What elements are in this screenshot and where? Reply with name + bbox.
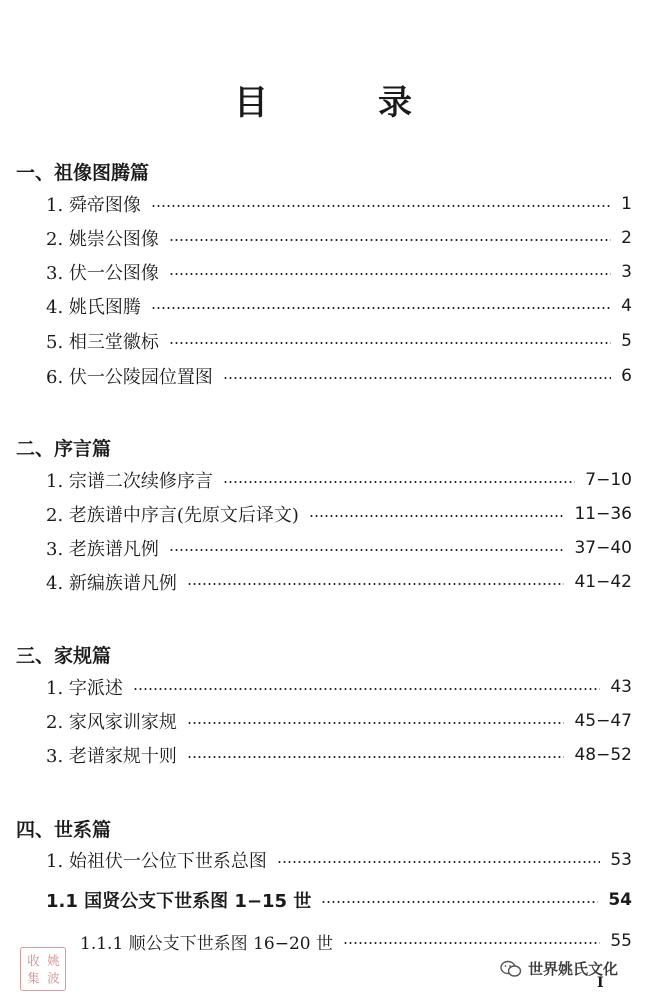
watermark-text: 世界姚氏文化 [528,960,619,978]
svg-text:波: 波 [47,970,60,986]
collector-seal [20,947,66,991]
toc-entry[interactable] [46,567,632,597]
dot-leader [169,549,565,551]
dot-leader [343,942,600,944]
section-heading: 二、序言篇 [16,438,112,460]
toc-entry[interactable] [46,845,632,875]
svg-text:姚: 姚 [47,953,60,969]
toc-entry-page: 2 [621,228,632,248]
toc-entry-label: 3. 伏一公图像 [46,263,159,284]
toc-entry-page: 48−52 [574,745,632,765]
toc-entry-page: 37−40 [574,538,632,558]
dot-leader [223,377,611,379]
toc-entry[interactable] [46,465,632,495]
dot-leader [151,307,611,309]
toc-entry[interactable] [46,533,632,563]
section-heading: 四、世系篇 [16,819,112,841]
svg-text:收: 收 [27,953,40,969]
wechat-icon [500,960,522,978]
toc-entry-label: 4. 姚氏图腾 [46,297,141,318]
toc-entry[interactable] [46,223,632,253]
toc-entry[interactable] [46,740,632,770]
toc-entry-page: 1 [621,194,632,214]
toc-entry[interactable] [46,361,632,391]
toc-entry-label: 1. 字派述 [46,678,123,699]
toc-entry-page: 6 [621,366,632,386]
toc-entry-label: 1.1 国贤公支下世系图 1−15 世 [46,891,312,912]
toc-entry-label: 6. 伏一公陵园位置图 [46,367,213,388]
toc-entry-page: 43 [610,677,632,697]
toc-entry-page: 3 [621,262,632,282]
toc-entry-page: 4 [621,296,632,316]
dot-leader [309,515,565,517]
toc-entry-label: 2. 姚崇公图像 [46,229,159,250]
toc-entry[interactable] [46,189,632,219]
page-number: I [597,975,604,991]
dot-leader [133,688,600,690]
section-heading: 一、祖像图腾篇 [16,162,150,184]
toc-entry[interactable] [46,257,632,287]
toc-entry-label: 3. 老谱家规十则 [46,746,177,767]
toc-entry[interactable] [46,885,632,915]
dot-leader [187,583,565,585]
toc-entry-label: 2. 老族谱中序言(先原文后译文) [46,505,299,526]
toc-entry[interactable] [46,291,632,321]
page-title: 目 录 [234,83,450,123]
toc-entry-label: 3. 老族谱凡例 [46,539,159,560]
toc-entry-label: 5. 相三堂徽标 [46,332,159,353]
toc-entry-page: 53 [610,850,632,870]
toc-entry-page: 41−42 [574,572,632,592]
toc-entry-label: 4. 新编族谱凡例 [46,573,177,594]
toc-entry-page: 45−47 [574,711,632,731]
toc-entry[interactable] [46,499,632,529]
toc-entry-label: 1. 舜帝图像 [46,195,141,216]
dot-leader [169,342,611,344]
toc-entry-label: 1. 始祖伏一公位下世系总图 [46,851,267,872]
toc-entry[interactable] [46,706,632,736]
dot-leader [223,481,575,483]
dot-leader [169,273,611,275]
dot-leader [187,756,565,758]
toc-entry[interactable] [80,926,632,956]
toc-entry-page: 5 [621,331,632,351]
toc-entry-label: 1. 宗谱二次续修序言 [46,471,213,492]
section-heading: 三、家规篇 [16,645,112,667]
dot-leader [169,239,611,241]
toc-entry-label: 2. 家风家训家规 [46,712,177,733]
toc-entry-page: 7−10 [585,470,632,490]
dot-leader [321,901,598,903]
toc-entry[interactable] [46,672,632,702]
svg-text:集: 集 [27,970,40,986]
toc-entry[interactable] [46,326,632,356]
toc-entry-label: 1.1.1 顺公支下世系图 16−20 世 [80,933,333,954]
dot-leader [187,722,565,724]
dot-leader [277,861,600,863]
toc-entry-page: 54 [608,890,632,910]
seal-graphic [21,948,65,990]
dot-leader [151,205,611,207]
toc-entry-page: 55 [610,931,632,951]
toc-entry-page: 11−36 [574,504,632,524]
